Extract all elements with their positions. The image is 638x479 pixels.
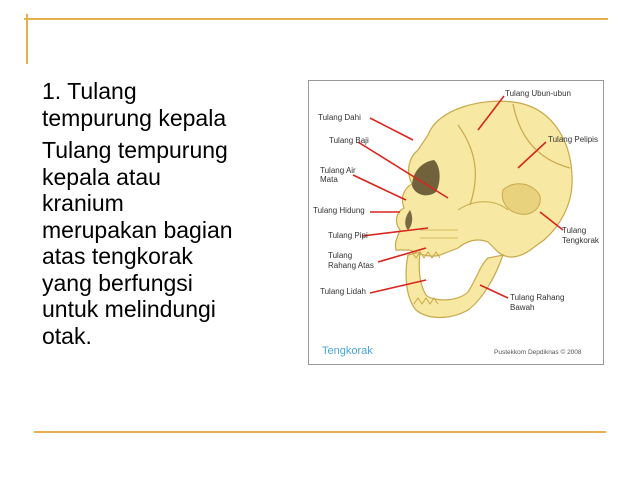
left-rule [26,14,28,64]
body-line-5: atas tengkorak [42,243,193,269]
skull-figure [308,80,604,365]
label-tulang-air-mata-1: Tulang Air [320,166,356,175]
label-tulang-air-mata-2: Mata [320,175,338,184]
label-tulang-lidah: Tulang Lidah [320,287,366,296]
label-tulang-tengkorak-2: Tengkorak [562,236,599,245]
figure-credit: Pustekkom Depdiknas © 2008 [494,349,582,356]
body-line-2: kepala atau [42,163,161,190]
label-tulang-baji: Tulang Baji [329,136,369,145]
label-tulang-rahang-bawah-2: Bawah [510,303,535,312]
top-rule [24,18,608,20]
body-line-8: otak. [42,322,92,349]
body-line-7: untuk melindungi [42,296,216,322]
label-tulang-ubun-ubun: Tulang Ubun-ubun [505,89,571,98]
label-tulang-dahi: Tulang Dahi [318,113,361,122]
bottom-rule [34,431,606,433]
label-tulang-rahang-atas-2: Rahang Atas [328,261,374,270]
label-tulang-rahang-bawah-1: Tulang Rahang [510,293,565,302]
skull-diagram [308,80,604,365]
label-tulang-tengkorak-1: Tulang [562,226,587,235]
heading-line-2: tempurung kepala [42,104,227,131]
label-tulang-hidung: Tulang Hidung [313,206,365,215]
figure-caption: Tengkorak [322,345,373,357]
body-line-4: merupakan bagian [42,216,233,243]
label-tulang-pelipis: Tulang Pelipis [548,135,598,144]
slide-text [42,78,292,349]
body-line-6: yang berfungsi [42,269,193,296]
body-line-1: Tulang tempurung [42,137,228,163]
heading-line-1: 1. Tulang [42,78,137,104]
label-tulang-rahang-atas-1: Tulang [328,251,353,260]
label-tulang-pipi: Tulang Pipi [328,231,368,240]
body-line-3: kranium [42,190,124,216]
